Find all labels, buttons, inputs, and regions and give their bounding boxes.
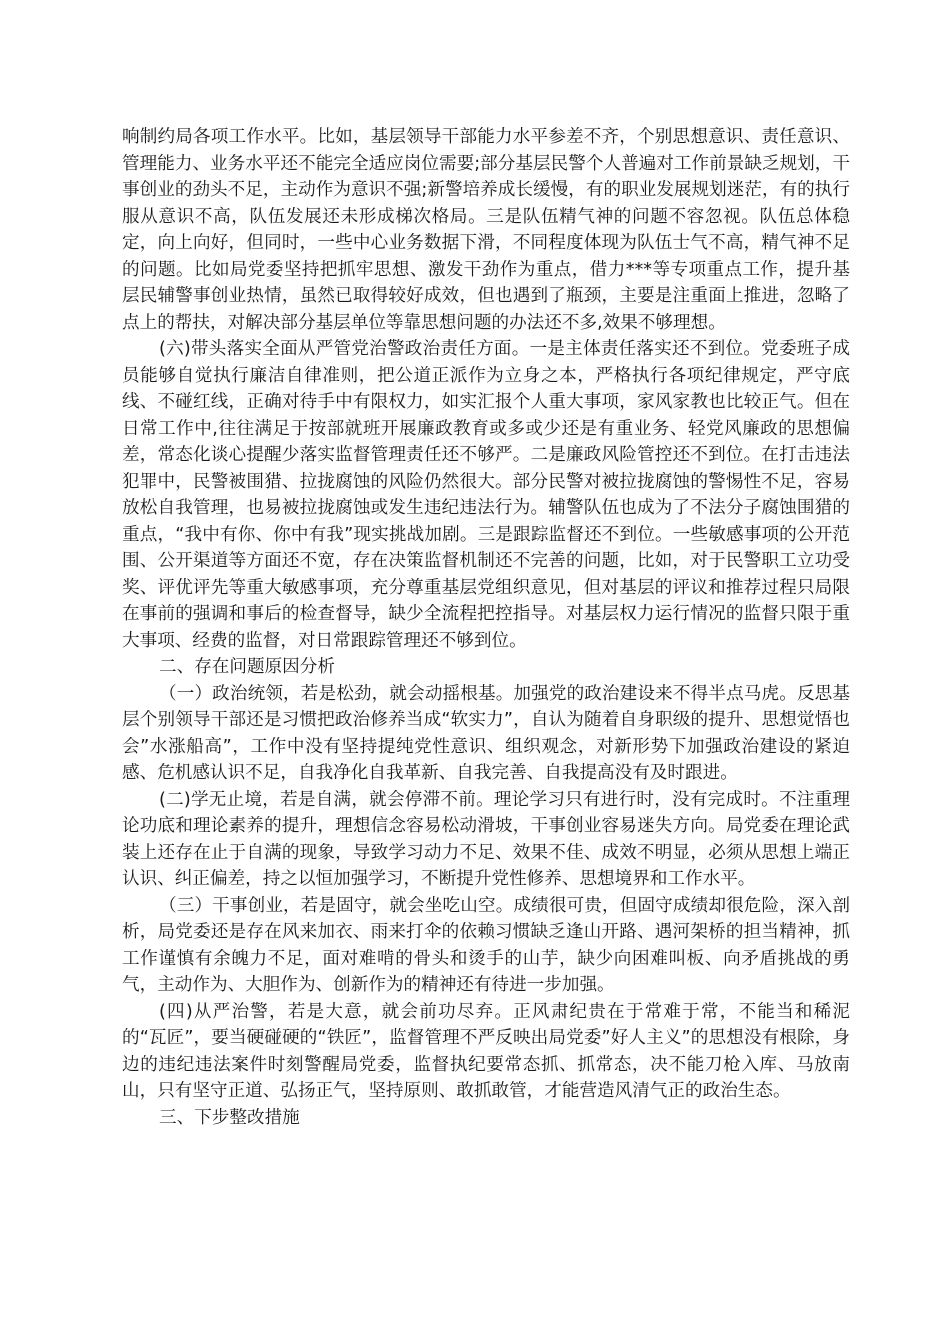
paragraph-reason-three: （三）干事创业，若是固守，就会坐吃山空。成绩很可贵，但固守成绩却很危险，深入剖析，局党委还是存在风来加衣、雨来打伞的依赖习惯缺乏逢山开路、遇河架桥的担当精神，抓工作谨慎有余魄力不足，面对难啃的骨头和烫手的山芋，缺少向困难叫板、向矛盾挑战的勇气，主动作为、大胆作为、创新作为的精神还有待进一步加强。 bbox=[122, 895, 850, 995]
paragraph-continuation: 响制约局各项工作水平。比如，基层领导干部能力水平参差不齐，个别思想意识、责任意识、管理能力、业务水平还不能完全适应岗位需要;部分基层民警个人普遍对工作前景缺乏规划，干事创业的劲头不足，主动作为意识不强;新警培养成长缓慢，有的职业发展规划迷茫，有的执行服从意识不高，队伍发展还未形成梯次格局。三是队伍精气神的问题不容忽视。队伍总体稳定，向上向好，但同时，一些中心业务数据下滑，不同程度体现为队伍士气不高，精气神不足的问题。比如局党委坚持把抓牢思想、激发干劲作为重点，借力***等专项重点工作，提升基层民辅警事创业热情，虽然已取得较好成效，但也遇到了瓶颈，主要是注重面上推进，忽略了点上的帮扶，对解决部分基层单位等靠思想问题的办法还不多,效果不够理想。 bbox=[122, 127, 850, 333]
document-page bbox=[122, 124, 850, 1131]
paragraph-reason-one: （一）政治统领，若是松劲，就会动摇根基。加强党的政治建设来不得半点马虎。反思基层个别领导干部还是习惯把政治修养当成“软实力”，自认为随着自身职级的提升、思想觉悟也会”水涨船高”，工作中没有坚持提纯党性意识、组织观念，对新形势下加强政治建设的紧迫感、危机感认识不足，自我净化自我革新、自我完善、自我提高没有及时跟进。 bbox=[122, 683, 850, 783]
section-heading-two: 二、存在问题原因分析 bbox=[159, 657, 335, 677]
paragraph-reason-four: (四)从严治警，若是大意，就会前功尽弃。正风肃纪贵在于常难于常，不能当和稀泥的“瓦匠”，要当硬碰硬的“铁匠”，监督管理不严反映出局党委”好人主义”的思想没有根除，身边的违纪违法案件时刻警醒局党委，监督执纪要常态抓、抓常态，决不能刀枪入库、马放南山，只有坚守正道、弘扬正气，坚持原则、敢抓敢管，才能营造风清气正的政治生态。 bbox=[122, 1001, 850, 1101]
paragraph-reason-two: (二)学无止境，若是自满，就会停滞不前。理论学习只有进行时，没有完成时。不注重理论功底和理论素养的提升，理想信念容易松动滑坡，干事创业容易迷失方向。局党委在理论武装上还存在止于自满的现象，导致学习动力不足、效果不佳、成效不明显，必须从思想上端正认识、纠正偏差，持之以恒加强学习，不断提升党性修养、思想境界和工作水平。 bbox=[122, 789, 850, 889]
paragraph-section-six: (六)带头落实全面从严管党治警政治责任方面。一是主体责任落实还不到位。党委班子成员能够自觉执行廉洁自律准则，把公道正派作为立身之本，严格执行各项纪律规定，严守底线、不碰红线，正确对待手中有限权力，如实汇报个人重大事项，家风家教也比较正气。但在日常工作中,往往满足于按部就班开展廉政教育或多或少还是有重业务、轻党风廉政的思想偏差，常态化谈心提醒少落实监督管理责任还不够严。二是廉政风险管控还不到位。在打击违法犯罪中，民警被围猎、拉拢腐蚀的风险仍然很大。部分民警对被拉拢腐蚀的警惕性不足，容易放松自我管理，也易被拉拢腐蚀或发生违纪违法行为。辅警队伍也成为了不法分子腐蚀围猎的重点，“我中有你、你中有我”现实挑战加剧。三是跟踪监督还不到位。一些敏感事项的公开范围、公开渠道等方面还不宽，存在决策监督机制还不完善的问题，比如，对于民警职工立功受奖、评优评先等重大敏感事项，充分尊重基层党组织意见，但对基层的评议和推荐过程只局限在事前的强调和事后的检查督导，缺少全流程把控指导。对基层权力运行情况的监督只限于重大事项、经费的监督，对日常跟踪管理还不够到位。 bbox=[122, 339, 850, 651]
section-heading-three: 三、下步整改措施 bbox=[159, 1107, 300, 1128]
